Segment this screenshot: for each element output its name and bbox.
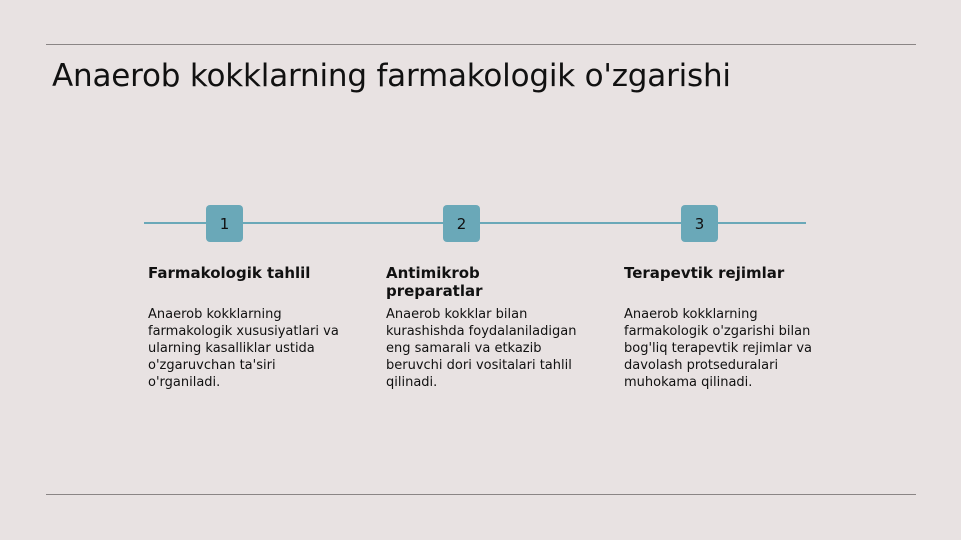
step-heading: Terapevtik rejimlar bbox=[624, 264, 785, 282]
bottom-divider bbox=[46, 494, 916, 495]
timeline-step-2 bbox=[386, 264, 591, 391]
step-description: Anaerob kokklarning farmakologik o'zgarishi bilan bog'liq terapevtik rejimlar va davolash protseduralari muhokama qilinadi. bbox=[624, 307, 813, 390]
top-divider bbox=[46, 44, 916, 45]
step-description: Anaerob kokklar bilan kurashishda foydalaniladigan eng samarali va etkazib beruvchi dori vositalari tahlil qilinadi. bbox=[386, 307, 577, 390]
step-heading: Farmakologik tahlil bbox=[148, 264, 311, 282]
step-description: Anaerob kokklarning farmakologik xususiyatlari va ularning kasalliklar ustida o'zgaruvchan ta'siri o'rganiladi. bbox=[148, 307, 339, 390]
step-badge-3: 3 bbox=[681, 205, 718, 242]
step-badge-1: 1 bbox=[206, 205, 243, 242]
timeline-step-3 bbox=[624, 264, 829, 391]
slide-title: Anaerob kokklarning farmakologik o'zgarishi bbox=[52, 58, 731, 94]
step-badge-2: 2 bbox=[443, 205, 480, 242]
timeline-step-1 bbox=[148, 264, 353, 391]
step-heading: Antimikrob preparatlar bbox=[386, 264, 483, 300]
